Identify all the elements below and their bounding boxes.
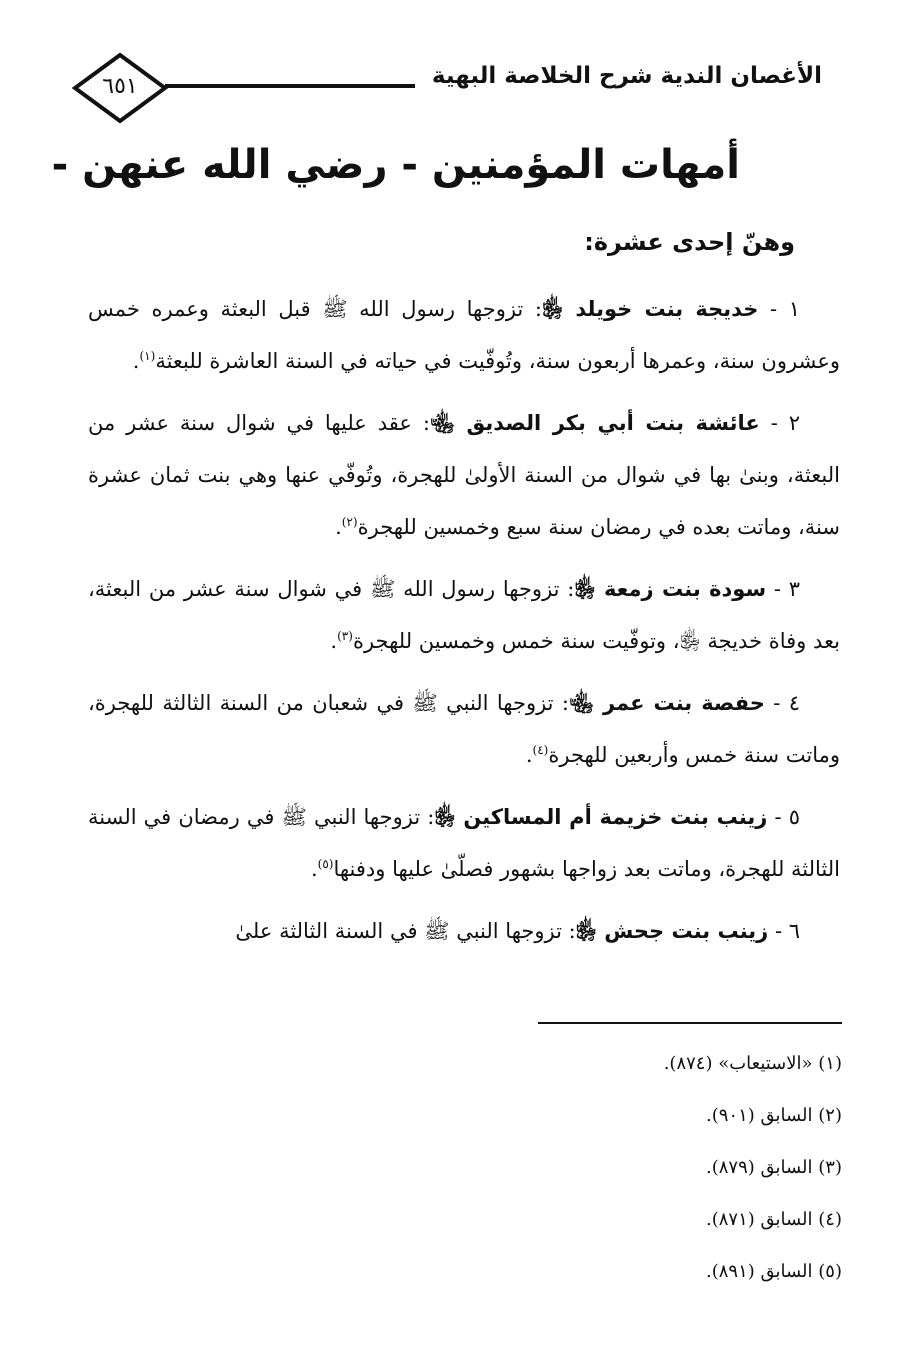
footnote-reference: (٣) xyxy=(337,629,353,643)
entry-name: سودة بنت زمعة ﵂ xyxy=(574,577,767,601)
entry-number: ٦ - xyxy=(774,919,800,943)
footnote-reference: (٥) xyxy=(317,857,334,871)
entry-paragraph xyxy=(88,397,840,553)
footnote: (١) «الاستيعاب» (٨٧٤). xyxy=(663,1053,842,1074)
entry-text: : تزوجها رسول الله ﷺ قبل البعثة وعمره خمس وعشرون سنة، وعمرها أربعون سنة، وتُوفّيت في حياته في السنة العاشرة للبعثة xyxy=(88,297,840,373)
entry-end: . xyxy=(310,857,318,881)
entry-name: زينب بنت جحش ﵂ xyxy=(575,919,769,943)
entry-number: ٥ - xyxy=(774,805,800,829)
footnote-reference: (٤) xyxy=(532,743,549,757)
entry-name: عائشة بنت أبي بكر الصديق ﵄ xyxy=(429,411,760,435)
footnotes xyxy=(242,1038,842,1298)
entry-number: ٣ - xyxy=(773,577,800,601)
footnote-reference: (١) xyxy=(139,349,156,363)
body-text xyxy=(88,283,840,967)
footnote-separator xyxy=(538,1022,842,1024)
entry-text: : عقد عليها في شوال سنة عشر من البعثة، وبنىٰ بها في شوال من السنة الأولىٰ للهجرة، وتُوفّي عنها وهي بنت ثمان عشرة سنة، وماتت بعده في رمضان سنة سبع وخمسين للهجرة xyxy=(88,411,840,539)
entry-end: . xyxy=(525,743,533,767)
entry-paragraph xyxy=(88,791,840,895)
running-header-title: الأغصان الندية شرح الخلاصة البهية xyxy=(431,63,822,89)
header-rule xyxy=(165,84,415,88)
entry-text: : تزوجها النبي ﷺ في شعبان من السنة الثالثة للهجرة، وماتت سنة خمس وأربعين للهجرة xyxy=(88,691,840,767)
intro-line: وهنّ إحدى عشرة: xyxy=(584,228,795,256)
entry-name: حفصة بنت عمر ﵄ xyxy=(568,691,765,715)
entry-paragraph xyxy=(88,563,840,667)
entry-number: ٤ - xyxy=(773,691,800,715)
entry-end: . xyxy=(330,629,338,653)
footnote-reference: (٢) xyxy=(341,515,358,529)
entry-text: : تزوجها النبي ﷺ في السنة الثالثة علىٰ xyxy=(235,919,576,943)
footnote: (٣) السابق (٨٧٩). xyxy=(705,1157,842,1178)
footnote: (٢) السابق (٩٠١). xyxy=(705,1105,842,1126)
entry-name: زينب بنت خزيمة أم المساكين ﵂ xyxy=(434,805,768,829)
entry-number: ٢ - xyxy=(770,411,800,435)
entry-number: ١ - xyxy=(770,297,800,321)
page-number-frame xyxy=(72,52,168,124)
chapter-title: أمهات المؤمنين - رضي الله عنهن - xyxy=(51,142,740,188)
entry-paragraph xyxy=(88,283,840,387)
entry-name: خديجة بنت خويلد ﵂ xyxy=(541,297,759,321)
entry-paragraph xyxy=(88,677,840,781)
footnote: (٤) السابق (٨٧١). xyxy=(705,1209,842,1230)
entry-end: . xyxy=(335,515,342,539)
footnote: (٥) السابق (٨٩١). xyxy=(705,1261,842,1282)
entry-text: : تزوجها النبي ﷺ في رمضان في السنة الثالثة للهجرة، وماتت بعد زواجها بشهور فصلّىٰ عليها ودفنها xyxy=(88,805,840,881)
page-number: ٦٥١ xyxy=(102,74,138,99)
entry-paragraph xyxy=(88,905,840,957)
entry-end: . xyxy=(132,349,140,373)
entry-text: : تزوجها رسول الله ﷺ في شوال سنة عشر من البعثة، بعد وفاة خديجة ﵂، وتوفّيت سنة خمس وخمسين للهجرة xyxy=(88,577,840,653)
